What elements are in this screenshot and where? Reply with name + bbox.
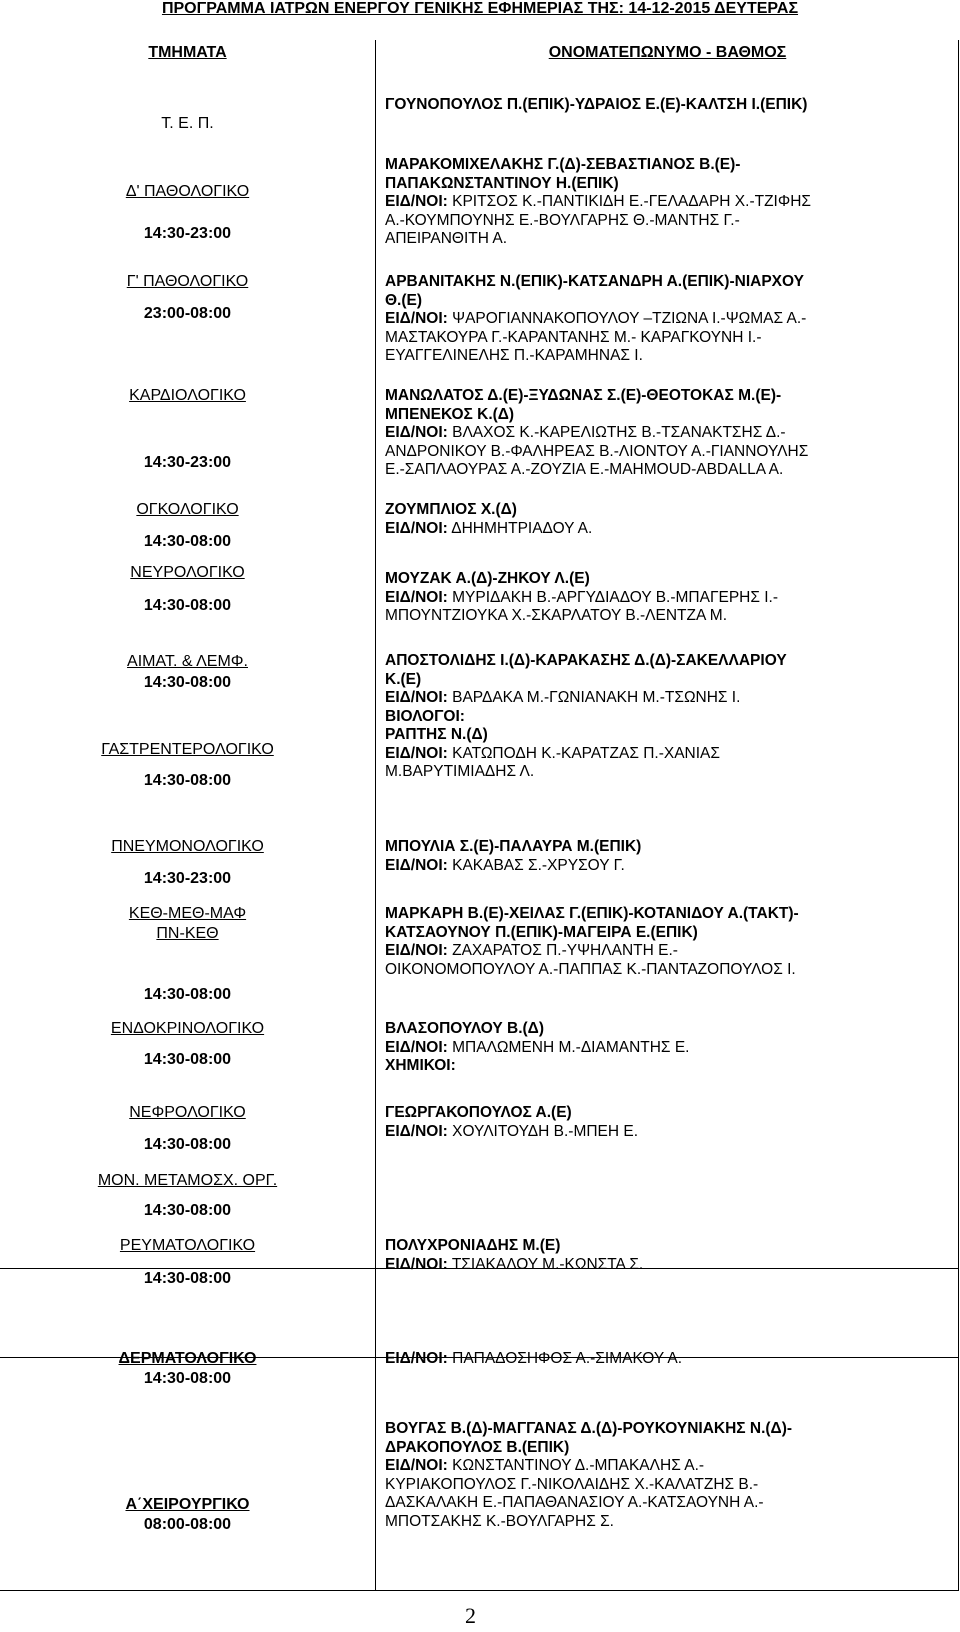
entry-onkologiko [385, 501, 950, 538]
dept-gastrenterologiko-time: 14:30-08:00 [143, 772, 232, 789]
residents-line: ΔΑΣΚΑΛΑΚΗ Ε.-ΠΑΠΑΘΑΝΑΣΙΟΥ Α.-ΚΑΤΣΑΟΥΝΗ Α.- [385, 1494, 764, 1511]
doctors-line: ΜΑΝΩΛΑΤΟΣ Δ.(Ε)-ΞΥΔΩΝΑΣ Σ.(Ε)-ΘΕΟΤΟΚΑΣ Μ.(Ε)- [385, 387, 782, 404]
dept-g-pathologiko: Γ' ΠΑΘΟΛΟΓΙΚΟ [126, 273, 249, 290]
residents-label: ΕΙΔ/ΝΟΙ: [385, 424, 448, 441]
residents-line: ΠΑΠΑΔΟΣΗΦΟΣ Α.-ΣΙΜΑΚΟΥ Α. [447, 1350, 683, 1367]
residents-line: ΟΙΚΟΝΟΜΟΠΟΥΛΟΥ Α.-ΠΑΠΠΑΣ Κ.-ΠΑΝΤΑΖΟΠΟΥΛΟΣ Ι. [385, 960, 796, 978]
dept-neurologiko: ΝΕΥΡΟΛΟΓΙΚΟ [130, 564, 245, 581]
residents-line: Ε.-ΣΑΠΛΑΟΥΡΑΣ Α.-ΖΟΥΖΙΑ Ε.-MAHMOUD-ABDALLA A. [385, 461, 784, 478]
entry-reumatologiko [385, 1237, 950, 1274]
residents-line: ΜΠΟΥΝΤΖΙΟΥΚΑ Χ.-ΣΚΑΡΛΑΤΟΥ Β.-ΛΕΝΤΖΑ Μ. [385, 607, 727, 624]
dept-pneumonologiko: ΠΝΕΥΜΟΝΟΛΟΓΙΚΟ [111, 838, 264, 855]
doctors-line: ΡΑΠΤΗΣ Ν.(Δ) [385, 726, 488, 743]
entry-d-pathologiko [385, 156, 950, 249]
doctors-line: ΖΟΥΜΠΛΙΟΣ Χ.(Δ) [385, 501, 517, 518]
dept-aimatologiko: ΑΙΜΑΤ. & ΛΕΜΦ. [127, 653, 248, 670]
dept-monada-metamosxeuseon-time: 14:30-08:00 [143, 1202, 232, 1219]
departments-header: ΤΜΗΜΑΤΑ [148, 44, 227, 61]
residents-line: ΒΛΑΧΟΣ Κ.-ΚΑΡΕΛΙΩΤΗΣ Β.-ΤΣΑΝΑΚΤΣΗΣ Δ.- [447, 424, 786, 441]
residents-line: ΚΑΤΩΠΟΔΗ Κ.-ΚΑΡΑΤΖΑΣ Π.-ΧΑΝΙΑΣ [447, 744, 720, 762]
dept-nefrologiko-time: 14:30-08:00 [143, 1136, 232, 1153]
residents-label: ΕΙΔ/ΝΟΙ: [385, 744, 448, 762]
residents-label: ΕΙΔ/ΝΟΙ: [385, 856, 448, 874]
entry-kardiologiko [385, 387, 950, 480]
doctors-line: ΓΟΥΝΟΠΟΥΛΟΣ Π.(ΕΠΙΚ)-ΥΔΡΑΙΟΣ Ε.(Ε)-ΚΑΛΤΣΗ Ι.(ΕΠΙΚ) [385, 96, 808, 113]
dept-d-pathologiko: Δ' ΠΑΘΟΛΟΓΙΚΟ [125, 183, 250, 200]
residents-label: ΕΙΔ/ΝΟΙ: [385, 588, 448, 606]
doctors-line: ΜΑΡΚΑΡΗ Β.(Ε)-ΧΕΙΛΑΣ Γ.(ΕΠΙΚ)-ΚΟΤΑΝΙΔΟΥ Α.(ΤΑΚΤ)- [385, 905, 799, 922]
dept-keth-line2: ΠΝ-ΚΕΘ [156, 925, 219, 942]
dept-aimatologiko-time: 14:30-08:00 [143, 674, 232, 691]
entry-g-pathologiko [385, 273, 950, 366]
entry-pneumonologiko [385, 838, 950, 875]
doctors-line: ΜΠΟΥΛΙΑ Σ.(Ε)-ΠΑΛΑΥΡΑ Μ.(ΕΠΙΚ) [385, 838, 642, 855]
dept-onkologiko-time: 14:30-08:00 [143, 533, 232, 550]
biologists-label: ΒΙΟΛΟΓΟΙ: [385, 707, 465, 725]
residents-line: ΚΑΚΑΒΑΣ Σ.-ΧΡΥΣΟΥ Γ. [447, 856, 625, 874]
page-title: ΠΡΟΓΡΑΜΜΑ ΙΑΤΡΩΝ ΕΝΕΡΓΟΥ ΓΕΝΙΚΗΣ ΕΦΗΜΕΡΙΑΣ ΤΗΣ: 14-12-2015 ΔΕΥΤΕΡΑΣ [161, 0, 799, 17]
residents-line: ΨΑΡΟΓΙΑΝΝΑΚΟΠΟΥΛΟΥ –ΤΖΙΩΝΑ Ι.-ΨΩΜΑΣ Α.- [447, 310, 807, 327]
residents-line: ΚΡΙΤΣΟΣ Κ.-ΠΑΝΤΙΚΙΔΗ Ε.-ΓΕΛΑΔΑΡΗ Χ.-ΤΖΙΦΗΣ [447, 193, 811, 210]
residents-line: Α.-ΚΟΥΜΠΟΥΝΗΣ Ε.-ΒΟΥΛΓΑΡΗΣ Θ.-ΜΑΝΤΗΣ Γ.- [385, 211, 740, 229]
entry-keth [385, 905, 950, 979]
residents-line: ΚΥΡΙΑΚΟΠΟΥΛΟΣ Γ.-ΝΙΚΟΛΑΙΔΗΣ Χ.-ΚΑΛΑΤΖΗΣ Β.- [385, 1475, 759, 1493]
residents-label: ΕΙΔ/ΝΟΙ: [385, 310, 448, 327]
dept-kardiologiko: ΚΑΡΔΙΟΛΟΓΙΚΟ [129, 387, 246, 404]
entry-neurologiko [385, 570, 950, 626]
residents-line: ΜΠΑΛΩΜΕΝΗ Μ.-ΔΙΑΜΑΝΤΗΣ Ε. [447, 1038, 690, 1056]
doctors-line: ΠΟΛΥΧΡΟΝΙΑΔΗΣ Μ.(Ε) [385, 1237, 561, 1254]
doctors-line: Κ.(Ε) [385, 670, 422, 688]
dept-pneumonologiko-time: 14:30-23:00 [143, 870, 232, 887]
doctors-line: ΒΛΑΣΟΠΟΥΛΟΥ Β.(Δ) [385, 1020, 544, 1037]
residents-line: ΑΝΔΡΟΝΙΚΟΥ Β.-ΦΑΛΗΡΕΑΣ Β.-ΛΙΟΝΤΟΥ Α.-ΓΙΑΝΝΟΥΛΗΣ [385, 442, 809, 460]
dept-gastrenterologiko: ΓΑΣΤΡΕΝΤΕΡΟΛΟΓΙΚΟ [101, 741, 274, 758]
chemists-label: ΧΗΜΙΚΟΙ: [385, 1057, 456, 1074]
doctors-line: ΓΕΩΡΓΑΚΟΠΟΥΛΟΣ Α.(Ε) [385, 1104, 572, 1121]
row-divider [0, 1590, 959, 1591]
entry-endokrinologiko [385, 1020, 950, 1076]
doctors-line: ΜΟΥΖΑΚ Α.(Δ)-ΖΗΚΟΥ Λ.(Ε) [385, 570, 590, 587]
dept-dermatologiko: ΔΕΡΜΑΤΟΛΟΓΙΚΟ [118, 1350, 257, 1367]
residents-label: ΕΙΔ/ΝΟΙ: [385, 1122, 448, 1140]
dept-onkologiko: ΟΓΚΟΛΟΓΙΚΟ [136, 501, 239, 518]
dept-a-xeirourgiko-time: 08:00-08:00 [143, 1516, 232, 1533]
residents-line: ΚΩΝΣΤΑΝΤΙΝΟΥ Δ.-ΜΠΑΚΑΛΗΣ Α.- [447, 1457, 705, 1474]
page-number: 2 [465, 1603, 476, 1628]
dept-a-xeirourgiko: Α΄ΧΕΙΡΟΥΡΓΙΚΟ [125, 1496, 250, 1513]
dept-endokrinologiko-time: 14:30-08:00 [143, 1051, 232, 1068]
residents-line: ΔΗΗΜΗΤΡΙΑΔΟΥ Α. [447, 519, 593, 537]
residents-line: ΜΠΟΤΣΑΚΗΣ Κ.-ΒΟΥΛΓΑΡΗΣ Σ. [385, 1512, 614, 1530]
dept-monada-metamosxeuseon: ΜΟΝ. ΜΕΤΑΜΟΣΧ. ΟΡΓ. [97, 1172, 278, 1189]
residents-line: ΧΟΥΛΙΤΟΥΔΗ Β.-ΜΠΕΗ Ε. [447, 1122, 639, 1140]
residents-line: ΜΑΣΤΑΚΟΥΡΑ Γ.-ΚΑΡΑΝΤΑΝΗΣ Μ.- ΚΑΡΑΓΚΟΥΝΗ Ι.- [385, 328, 762, 346]
entry-a-xeirourgiko [385, 1420, 950, 1531]
residents-line: Μ.ΒΑΡΥΤΙΜΙΑΔΗΣ Λ. [385, 763, 535, 780]
dept-endokrinologiko: ΕΝΔΟΚΡΙΝΟΛΟΓΙΚΟ [110, 1020, 265, 1037]
doctors-line: ΑΡΒΑΝΙΤΑΚΗΣ Ν.(ΕΠΙΚ)-ΚΑΤΣΑΝΔΡΗ Α.(ΕΠΙΚ)-ΝΙΑΡΧΟΥ [385, 273, 804, 290]
dept-tep: Τ. Ε. Π. [161, 115, 214, 132]
dept-reumatologiko-time: 14:30-08:00 [143, 1270, 232, 1287]
residents-line: ΒΑΡΔΑΚΑ Μ.-ΓΩΝΙΑΝΑΚΗ Μ.-ΤΣΩΝΗΣ Ι. [447, 689, 741, 706]
residents-label: ΕΙΔ/ΝΟΙ: [385, 942, 448, 959]
dept-kardiologiko-time: 14:30-23:00 [143, 454, 232, 471]
doctors-line: ΚΑΤΣΑΟΥΝΟΥ Π.(ΕΠΙΚ)-ΜΑΓΕΙΡΑ Ε.(ΕΠΙΚ) [385, 923, 698, 941]
dept-nefrologiko: ΝΕΦΡΟΛΟΓΙΚΟ [129, 1104, 246, 1121]
residents-label: ΕΙΔ/ΝΟΙ: [385, 1038, 448, 1056]
dept-dermatologiko-time: 14:30-08:00 [143, 1370, 232, 1387]
doctors-line: ΜΑΡΑΚΟΜΙΧΕΛΑΚΗΣ Γ.(Δ)-ΣΕΒΑΣΤΙΑΝΟΣ Β.(Ε)- [385, 156, 741, 173]
doctors-line: ΑΠΟΣΤΟΛΙΔΗΣ Ι.(Δ)-ΚΑΡΑΚΑΣΗΣ Δ.(Δ)-ΣΑΚΕΛΛΑΡΙΟΥ [385, 652, 787, 669]
dept-keth-time: 14:30-08:00 [143, 986, 232, 1003]
residents-line: ΑΠΕΙΡΑΝΘΙΤΗ Α. [385, 230, 508, 247]
dept-reumatologiko: ΡΕΥΜΑΤΟΛΟΓΙΚΟ [119, 1237, 256, 1254]
residents-label: ΕΙΔ/ΝΟΙ: [385, 1350, 448, 1367]
doctors-line: ΒΟΥΓΑΣ Β.(Δ)-ΜΑΓΓΑΝΑΣ Δ.(Δ)-ΡΟΥΚΟΥΝΙΑΚΗΣ Ν.(Δ)- [385, 1420, 793, 1437]
residents-label: ΕΙΔ/ΝΟΙ: [385, 689, 448, 706]
dept-d-pathologiko-time: 14:30-23:00 [143, 225, 232, 242]
entry-aimatologiko [385, 652, 950, 782]
dept-g-pathologiko-time: 23:00-08:00 [143, 305, 232, 322]
residents-label: ΕΙΔ/ΝΟΙ: [385, 519, 448, 537]
residents-line: ΤΣΙΑΚΑΛΟΥ Μ.-ΚΩΝΣΤΑ Σ. [447, 1255, 644, 1273]
names-header: ΟΝΟΜΑΤΕΠΩΝΥΜΟ - ΒΑΘΜΟΣ [548, 44, 787, 61]
residents-label: ΕΙΔ/ΝΟΙ: [385, 1255, 448, 1273]
entry-dermatologiko [385, 1350, 950, 1369]
residents-label: ΕΙΔ/ΝΟΙ: [385, 1457, 448, 1474]
entry-nefrologiko [385, 1104, 950, 1141]
doctors-line: Θ.(Ε) [385, 291, 423, 309]
residents-label: ΕΙΔ/ΝΟΙ: [385, 193, 448, 210]
entry-tep [385, 96, 950, 115]
residents-line: ΜΥΡΙΔΑΚΗ Β.-ΑΡΓΥΔΙΑΔΟΥ Β.-ΜΠΑΓΕΡΗΣ Ι.- [447, 588, 779, 606]
dept-keth: ΚΕΘ-ΜΕΘ-ΜΑΦ [128, 905, 247, 922]
residents-line: ΖΑΧΑΡΑΤΟΣ Π.-ΥΨΗΛΑΝΤΗ Ε.- [447, 942, 678, 959]
doctors-line: ΔΡΑΚΟΠΟΥΛΟΣ Β.(ΕΠΙΚ) [385, 1438, 570, 1456]
doctors-line: ΜΠΕΝΕΚΟΣ Κ.(Δ) [385, 405, 515, 423]
doctors-line: ΠΑΠΑΚΩΝΣΤΑΝΤΙΝΟΥ Η.(ΕΠΙΚ) [385, 174, 619, 192]
residents-line: ΕΥΑΓΓΕΛΙΝΕΛΗΣ Π.-ΚΑΡΑΜΗΝΑΣ Ι. [385, 347, 643, 364]
dept-neurologiko-time: 14:30-08:00 [143, 597, 232, 614]
